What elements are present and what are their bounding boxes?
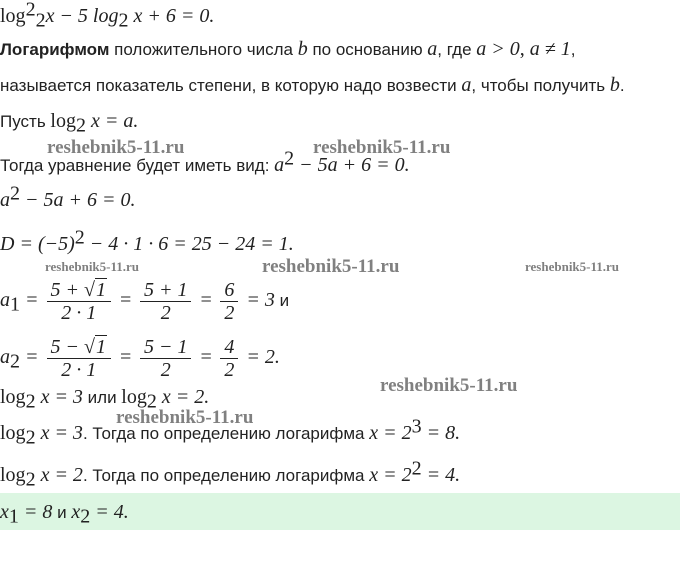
log-func: log — [0, 386, 26, 408]
fraction: $\frac{5 + √1}{2 \cdot 1}$ — [47, 279, 111, 324]
var-a: a — [0, 189, 10, 211]
power: 2 — [411, 457, 422, 480]
comma: , — [519, 38, 530, 60]
back-substitution-line — [0, 386, 210, 413]
definition-line-2 — [0, 74, 625, 97]
expression: D = (−5) — [0, 233, 75, 255]
expression: − 4 · 1 · 6 = 25 − 24 = 1. — [84, 233, 294, 255]
watermark: reshebnik5-11.ru — [525, 259, 620, 274]
expression: = 4. — [421, 464, 461, 486]
condition: a > 0 — [476, 38, 520, 60]
var-a: a — [0, 289, 10, 311]
expression: = 8. — [421, 422, 461, 444]
var-x: x — [0, 501, 9, 523]
sqrt-value: 1 — [95, 279, 106, 302]
log-base: 2 — [25, 390, 36, 413]
numerator: 4 — [220, 336, 238, 359]
power: 2 — [25, 0, 36, 21]
watermark: reshebnik5-11.ru — [45, 259, 140, 274]
var-a: a — [461, 74, 472, 96]
fraction — [220, 279, 238, 324]
definition-text: , чтобы получить — [471, 76, 610, 95]
equation-line — [0, 0, 215, 32]
expression: x = a. — [85, 110, 139, 132]
watermark: reshebnik5-11.ru — [313, 137, 451, 158]
numerator: 6 — [220, 279, 238, 302]
expression: − 5a + 6 = 0. — [294, 154, 410, 176]
equals: = — [20, 346, 44, 368]
power: 2 — [284, 147, 295, 170]
log-func: log — [0, 464, 26, 486]
expression: − 5a + 6 = 0. — [20, 189, 136, 211]
definition-text: , где — [437, 40, 477, 59]
log-base: 2 — [75, 114, 86, 137]
log-func: log — [0, 422, 26, 444]
numerator: 5 − — [50, 336, 84, 359]
expression: x = 2 — [369, 422, 412, 444]
value: = 8 — [18, 501, 53, 523]
conjunction: или — [82, 388, 122, 407]
watermark: reshebnik5-11.ru — [380, 375, 518, 396]
value: = 4. — [90, 501, 129, 523]
result: = 3 — [241, 289, 275, 311]
root-2-line: $a_2$ = $\frac{5 - √1}{2 \cdot 1}$ = $\frac{5 - 1}{2}$ = $\frac{4}{2}$ = 2. — [0, 336, 280, 382]
index: 1 — [8, 505, 19, 528]
var-a: a — [274, 154, 285, 176]
definition-line-1 — [0, 38, 576, 61]
equals: = — [20, 289, 44, 311]
case-2-line — [0, 457, 461, 491]
fraction — [140, 279, 192, 324]
text: Тогда уравнение будет иметь вид: — [0, 156, 275, 175]
text: . Тогда по определению логарифма — [82, 424, 370, 443]
root-1-line: $a_1$ = $\frac{5 + √1}{2 \cdot 1}$ = $\frac{5 + 1}{2}$ = $\frac{6}{2}$ = 3 и — [0, 279, 290, 325]
log-base: 2 — [25, 426, 36, 449]
numerator: 5 + 1 — [140, 279, 192, 302]
log-base: 2 — [146, 390, 157, 413]
denominator: 2 — [224, 359, 235, 382]
conjunction: и — [274, 291, 290, 310]
conjunction: и — [52, 503, 72, 522]
substitution-line — [0, 110, 139, 137]
sqrt-value: 1 — [95, 336, 106, 359]
watermark: reshebnik5-11.ru — [116, 407, 254, 428]
condition: a ≠ 1 — [529, 38, 571, 60]
definition-term: Логарифмом — [0, 40, 110, 59]
numerator: 5 − 1 — [140, 336, 192, 359]
quadratic-line — [0, 182, 136, 212]
fraction: $\frac{5 - √1}{2 \cdot 1}$ — [47, 336, 111, 381]
watermark: reshebnik5-11.ru — [47, 137, 185, 158]
fraction — [140, 336, 192, 381]
log-base: 2 — [25, 468, 36, 491]
log-func: log — [0, 5, 26, 27]
definition-text: положительного числа — [109, 40, 298, 59]
denominator: 2 — [160, 359, 171, 382]
expression: x + 6 = 0. — [128, 5, 215, 27]
log-base: 2 — [35, 9, 46, 32]
expression: x = 2. — [156, 386, 210, 408]
denominator: 2 — [160, 302, 171, 325]
var-a: a — [427, 38, 438, 60]
denominator: 2 · 1 — [61, 302, 97, 325]
var-a: a — [0, 346, 10, 368]
expression: x = 3 — [35, 422, 83, 444]
result: = 2. — [241, 346, 280, 368]
index: 1 — [10, 293, 20, 316]
var-b: b — [609, 74, 620, 96]
answer-box — [0, 493, 680, 530]
discriminant-line — [0, 226, 294, 256]
watermark: reshebnik5-11.ru — [262, 256, 400, 277]
log-base: 2 — [118, 9, 129, 32]
expression: x = 2 — [35, 464, 83, 486]
text: . Тогда по определению логарифма — [82, 466, 370, 485]
expression: x − 5 log — [45, 5, 119, 27]
denominator: 2 — [224, 302, 235, 325]
punct: , — [570, 40, 576, 59]
power: 3 — [411, 415, 422, 438]
var-x: x — [71, 501, 81, 523]
denominator: 2 · 1 — [61, 359, 97, 382]
definition-text: по основанию — [307, 40, 428, 59]
text: Пусть — [0, 112, 51, 131]
definition-text: называется показатель степени, в которую надо возвести — [0, 76, 462, 95]
power: 2 — [10, 182, 20, 205]
index: 2 — [80, 505, 91, 528]
fraction — [220, 336, 238, 381]
var-b: b — [297, 38, 308, 60]
answer-line — [0, 501, 129, 528]
index: 2 — [10, 350, 20, 373]
log-func: log — [50, 110, 76, 132]
log-func: log — [121, 386, 147, 408]
numerator: 5 + — [50, 279, 84, 302]
expression: x = 3 — [35, 386, 83, 408]
power: 2 — [74, 226, 85, 249]
punct: . — [619, 76, 625, 95]
expression: x = 2 — [369, 464, 412, 486]
